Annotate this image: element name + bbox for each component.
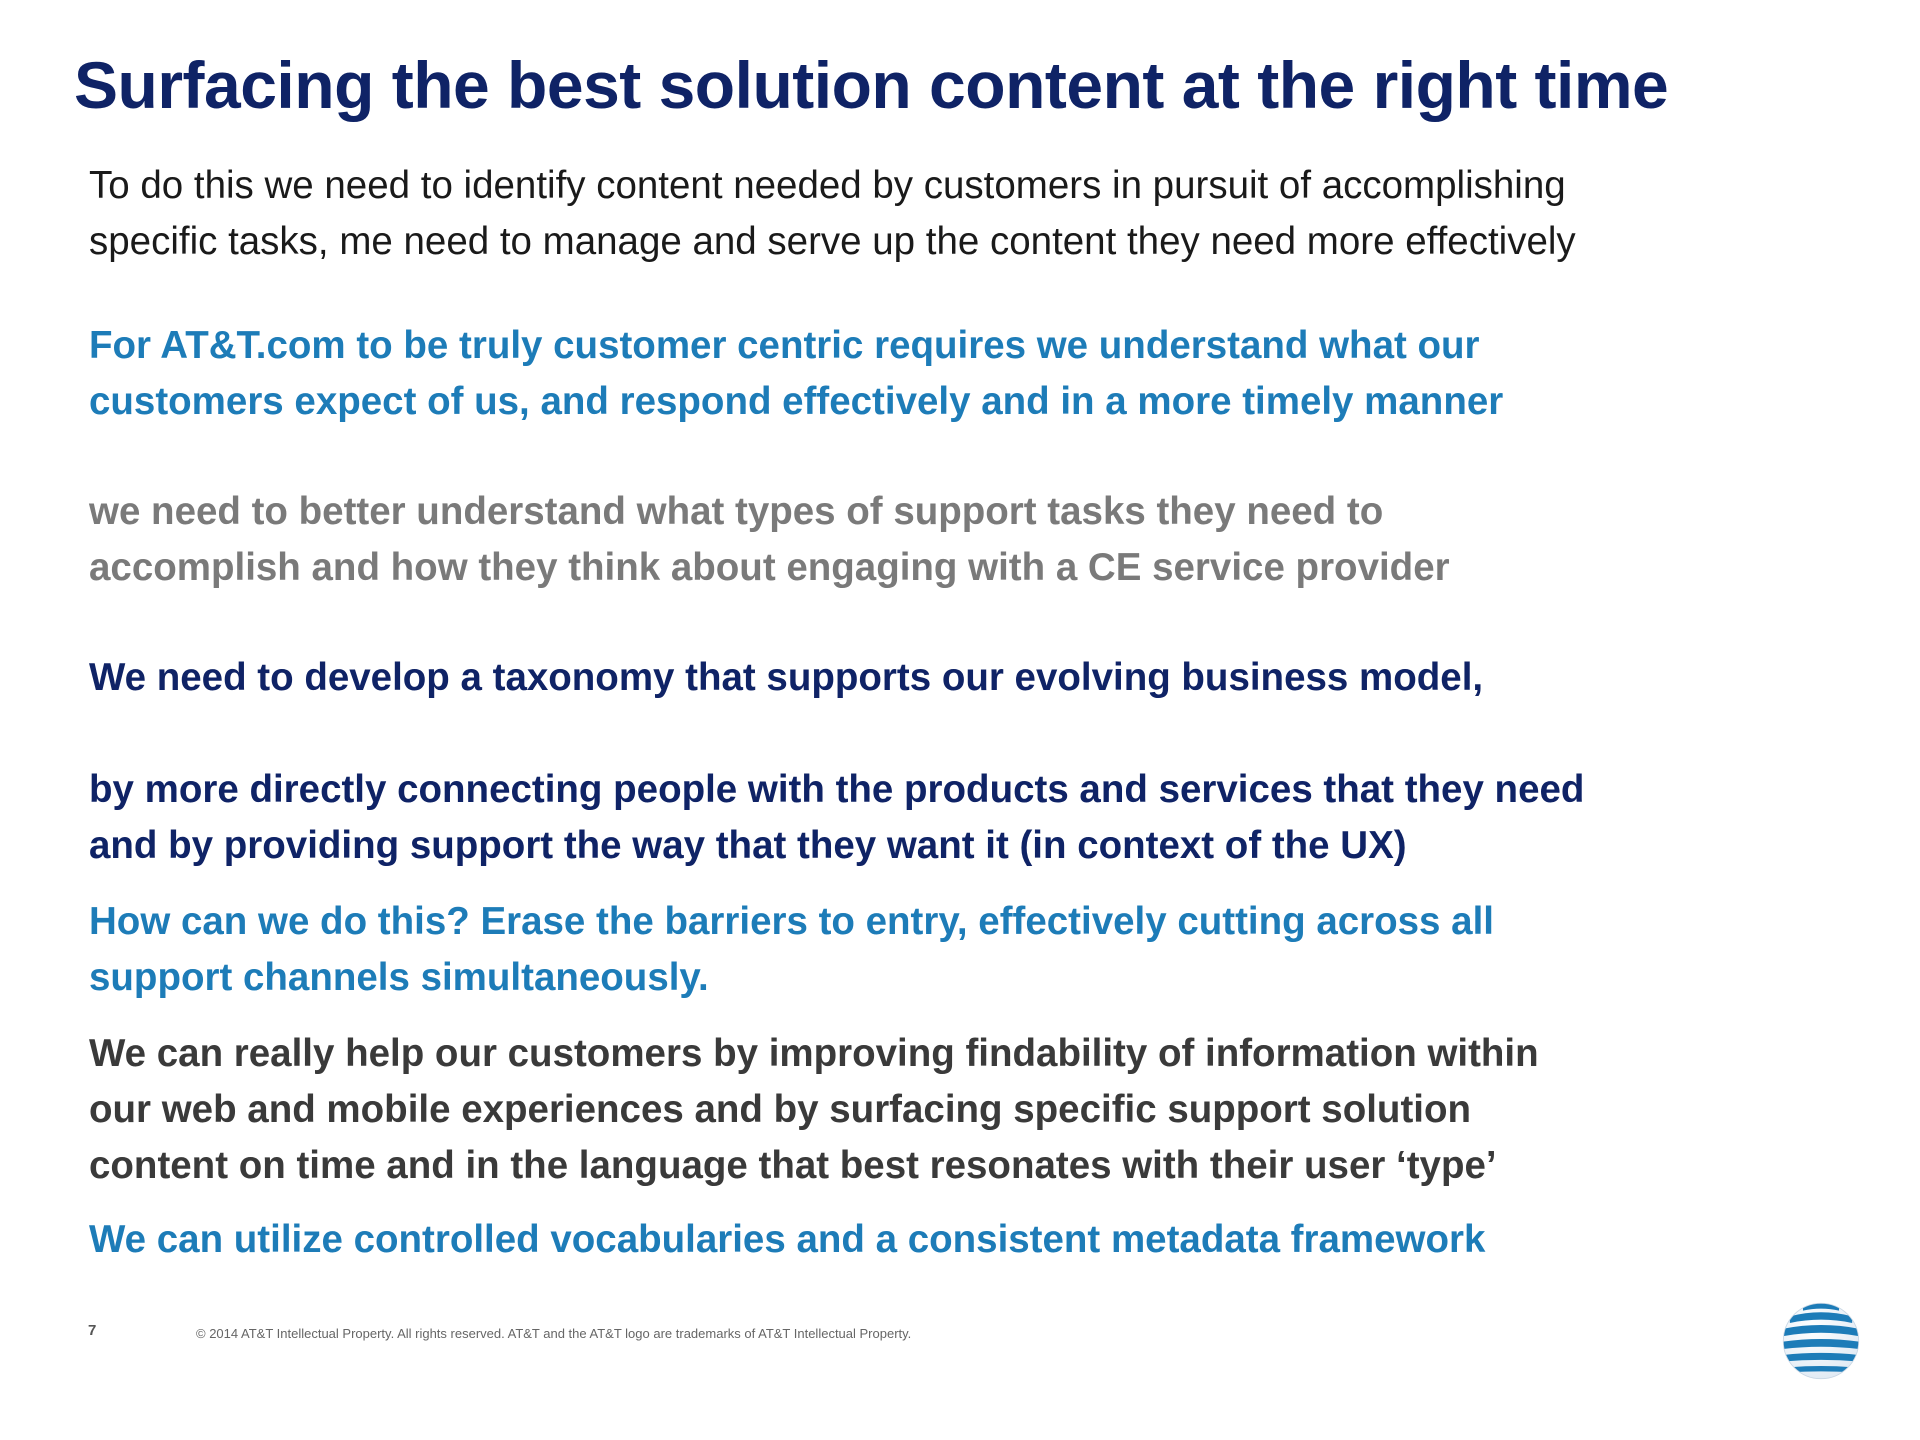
connecting-paragraph bbox=[89, 762, 1584, 874]
how-line-1: How can we do this? Erase the barriers to entry, effectively cutting across all bbox=[89, 900, 1494, 943]
how-paragraph bbox=[89, 894, 1494, 1006]
customer-centric-line-1: For AT&T.com to be truly customer centric requires we understand what our bbox=[89, 324, 1480, 367]
how-line-2: support channels simultaneously. bbox=[89, 956, 709, 999]
intro-paragraph bbox=[89, 158, 1576, 270]
help-customers-line-2: our web and mobile experiences and by surfacing specific support solution bbox=[89, 1088, 1471, 1131]
intro-line-1: To do this we need to identify content needed by customers in pursuit of accomplishing bbox=[89, 164, 1566, 207]
help-customers-line-1: We can really help our customers by improving findability of information within bbox=[89, 1032, 1539, 1075]
intro-line-2: specific tasks, me need to manage and serve up the content they need more effectively bbox=[89, 220, 1576, 263]
understand-tasks-paragraph bbox=[89, 484, 1450, 596]
copyright-notice: © 2014 AT&T Intellectual Property. All rights reserved. AT&T and the AT&T logo are trademarks of AT&T Intellectual Property. bbox=[196, 1326, 912, 1341]
att-globe-logo-icon bbox=[1780, 1300, 1862, 1382]
connecting-line-2: and by providing support the way that they want it (in context of the UX) bbox=[89, 824, 1407, 867]
slide-title: Surfacing the best solution content at the right time bbox=[74, 48, 1669, 122]
taxonomy-paragraph bbox=[89, 650, 1483, 706]
help-customers-line-3: content on time and in the language that best resonates with their user ‘type’ bbox=[89, 1144, 1497, 1187]
connecting-line-1: by more directly connecting people with the products and services that they need bbox=[89, 768, 1585, 811]
vocabulary-line-1: We can utilize controlled vocabularies and a consistent metadata framework bbox=[89, 1218, 1486, 1261]
customer-centric-paragraph bbox=[89, 318, 1503, 430]
customer-centric-line-2: customers expect of us, and respond effectively and in a more timely manner bbox=[89, 380, 1504, 423]
vocabulary-paragraph bbox=[89, 1212, 1485, 1268]
page-number: 7 bbox=[88, 1322, 97, 1339]
help-customers-paragraph bbox=[89, 1026, 1539, 1194]
taxonomy-line-1: We need to develop a taxonomy that supports our evolving business model, bbox=[89, 656, 1484, 699]
understand-tasks-line-1: we need to better understand what types of support tasks they need to bbox=[89, 490, 1384, 533]
understand-tasks-line-2: accomplish and how they think about engaging with a CE service provider bbox=[89, 546, 1450, 589]
